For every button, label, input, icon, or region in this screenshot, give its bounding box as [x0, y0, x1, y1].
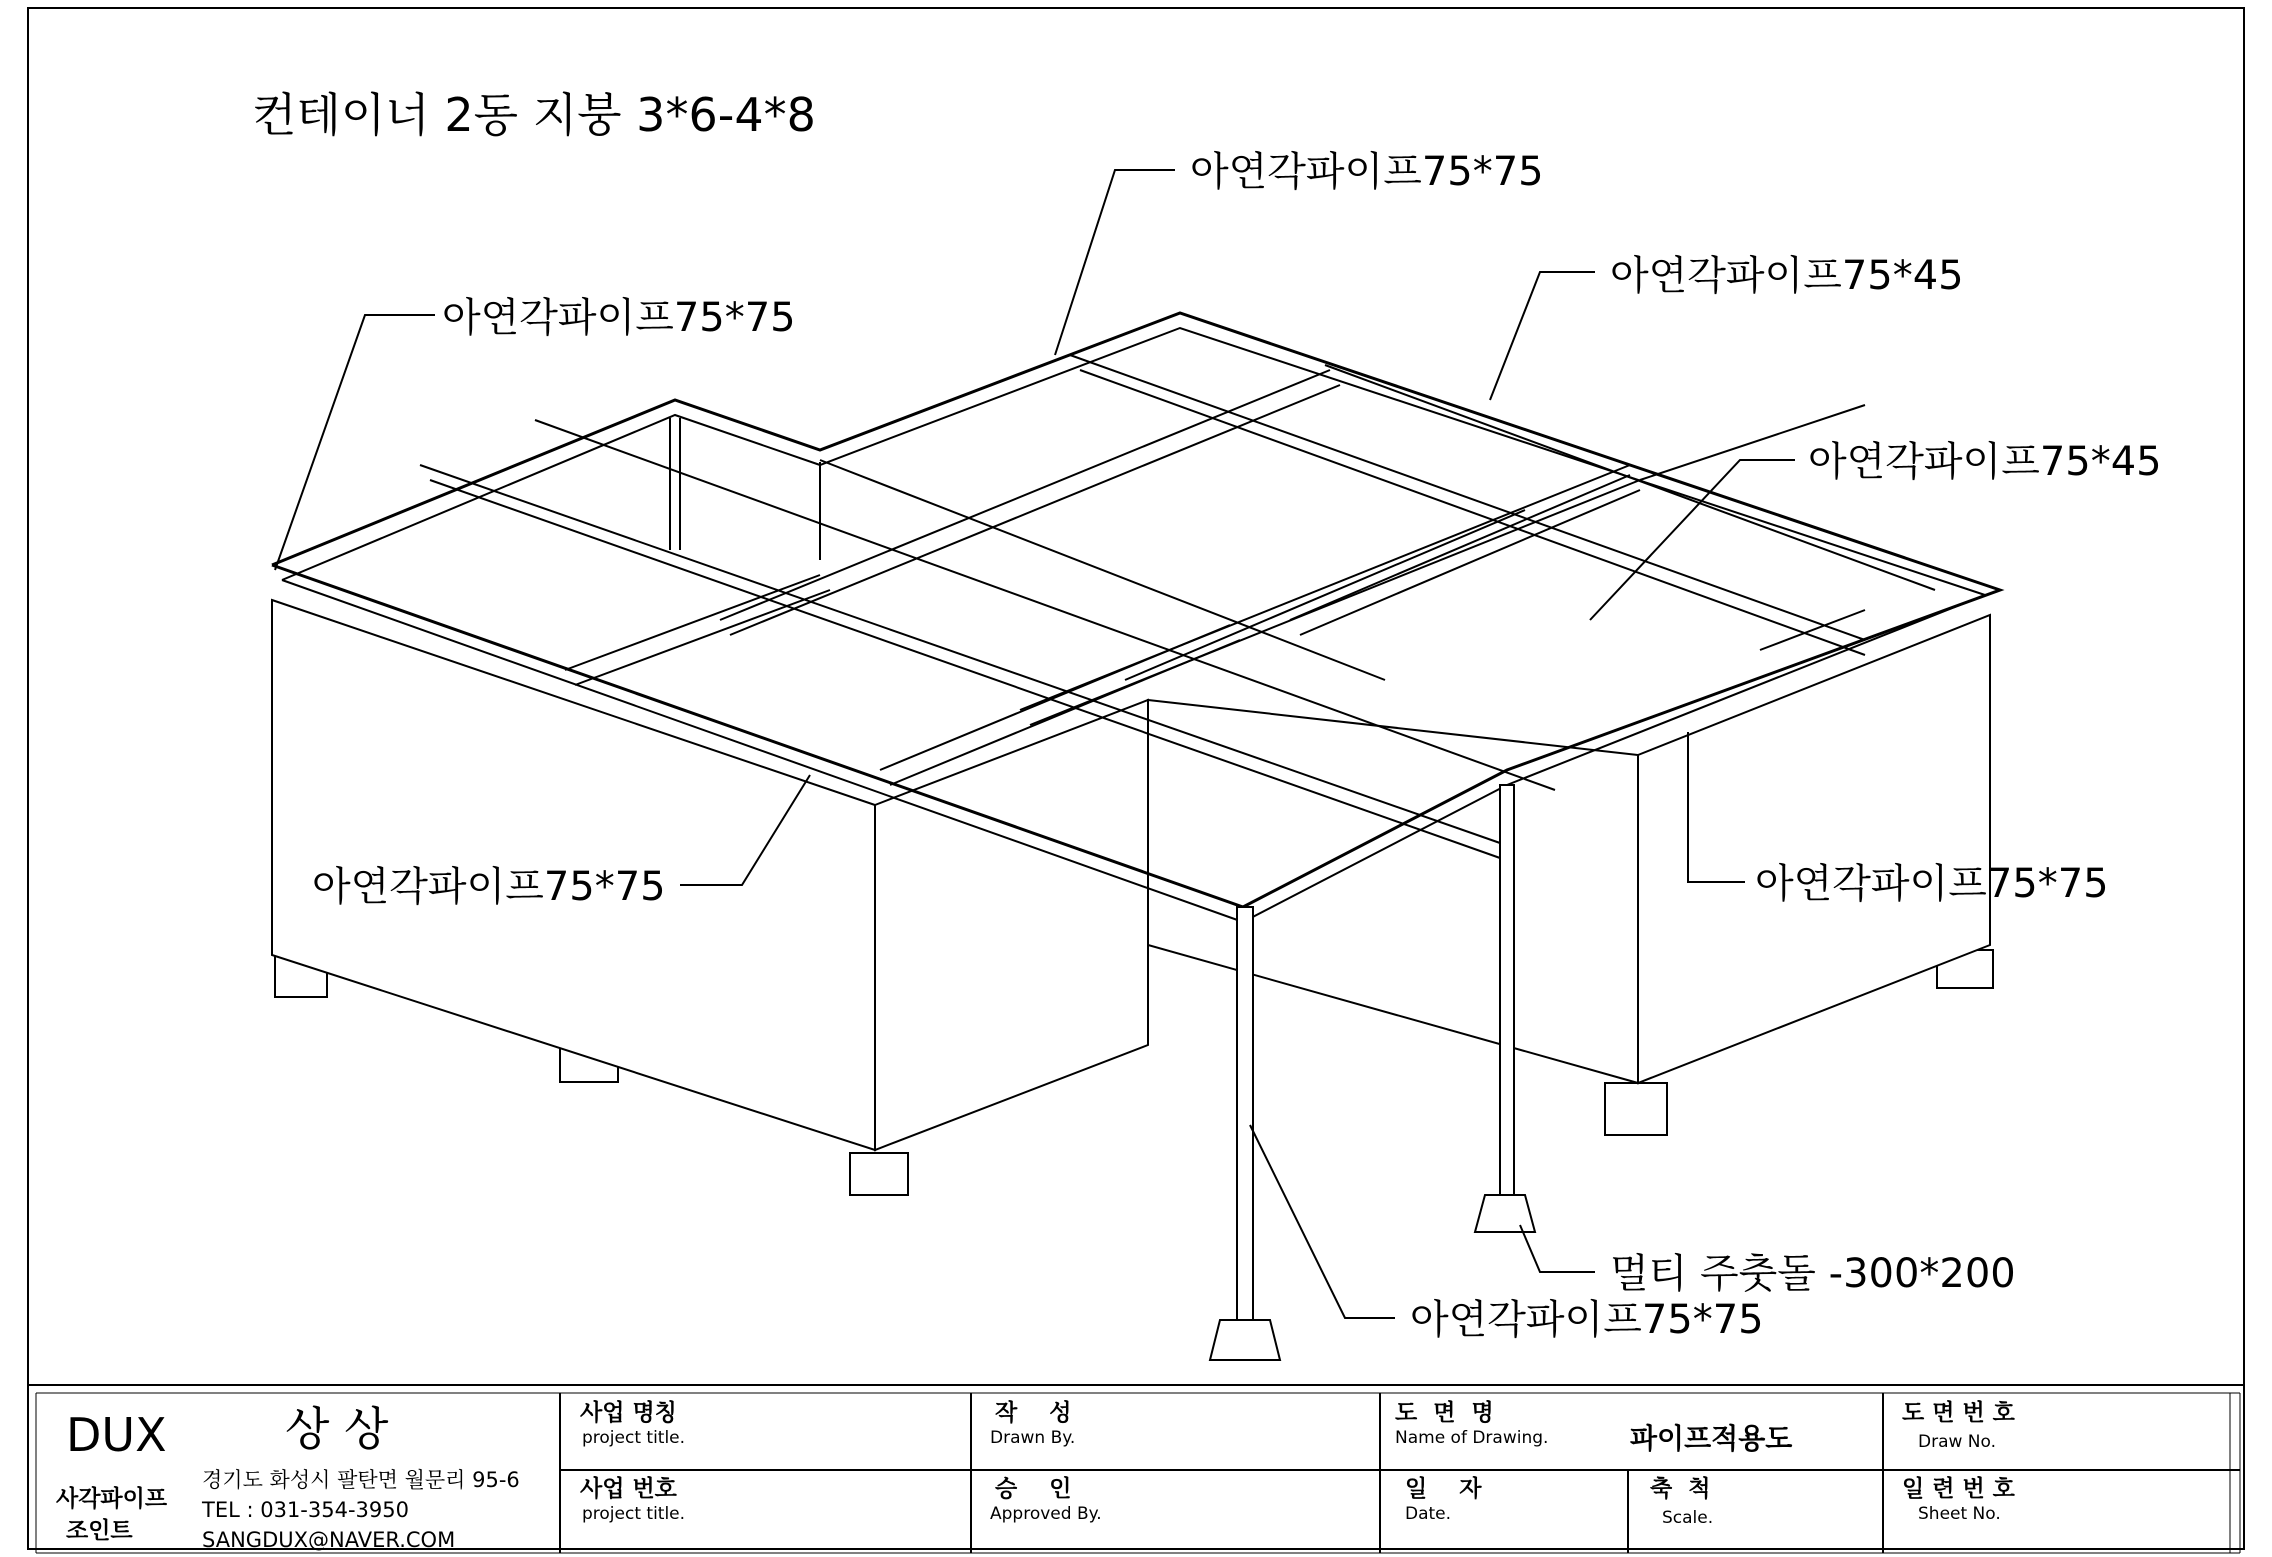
drawing-title: 컨테이너 2동 지붕 3*6-4*8 [252, 88, 816, 142]
callout-footing-stone: 멀티 주춧돌 -300*200 [1610, 1251, 2016, 1297]
drawn-by-en: Drawn By. [990, 1428, 1076, 1448]
callout-pipe-75x75-left: 아연각파이프75*75 [442, 295, 796, 341]
product-line-1: 사각파이프 [56, 1486, 168, 1512]
company-logo-text: DUX [66, 1408, 167, 1462]
company-name: 상 상 [285, 1402, 389, 1456]
company-address: 경기도 화성시 팔탄면 월문리 95-6 [202, 1468, 520, 1492]
callout-pipe-75x75-post: 아연각파이프75*75 [1410, 1297, 1764, 1343]
drawing-no-en: Draw No. [1918, 1432, 1997, 1452]
date-ko: 일 자 [1405, 1476, 1482, 1502]
drawing-no-ko: 도 면 번 호 [1902, 1400, 2015, 1426]
approved-by-ko: 승 인 [995, 1476, 1072, 1502]
drawn-by-ko: 작 성 [995, 1400, 1072, 1426]
callout-pipe-75x45-right: 아연각파이프75*45 [1808, 439, 2162, 485]
project-no-ko: 사업 번호 [580, 1476, 677, 1502]
sheet-no-en: Sheet No. [1918, 1504, 2001, 1524]
project-no-en: project title. [582, 1504, 686, 1524]
company-email: SANGDUX@NAVER.COM [202, 1528, 456, 1552]
date-en: Date. [1405, 1504, 1452, 1524]
drawing-name-ko: 도 면 명 [1395, 1400, 1494, 1426]
product-line-2: 조인트 [66, 1518, 133, 1544]
drawing-name-value: 파이프적용도 [1630, 1422, 1793, 1455]
callout-pipe-75x75-right: 아연각파이프75*75 [1755, 861, 2109, 907]
callout-pipe-75x45-top: 아연각파이프75*45 [1610, 253, 1964, 299]
scale-en: Scale. [1662, 1508, 1714, 1528]
project-title-ko: 사업 명칭 [580, 1400, 677, 1426]
approved-by-en: Approved By. [990, 1504, 1102, 1524]
callout-pipe-75x75-front: 아연각파이프75*75 [312, 864, 666, 910]
drawing-name-en: Name of Drawing. [1395, 1428, 1549, 1448]
sheet-no-ko: 일 련 번 호 [1902, 1476, 2015, 1502]
project-title-en: project title. [582, 1428, 686, 1448]
company-tel: TEL : 031-354-3950 [202, 1498, 409, 1522]
scale-ko: 축 척 [1650, 1476, 1711, 1502]
callout-pipe-75x75-top: 아연각파이프75*75 [1190, 149, 1544, 195]
